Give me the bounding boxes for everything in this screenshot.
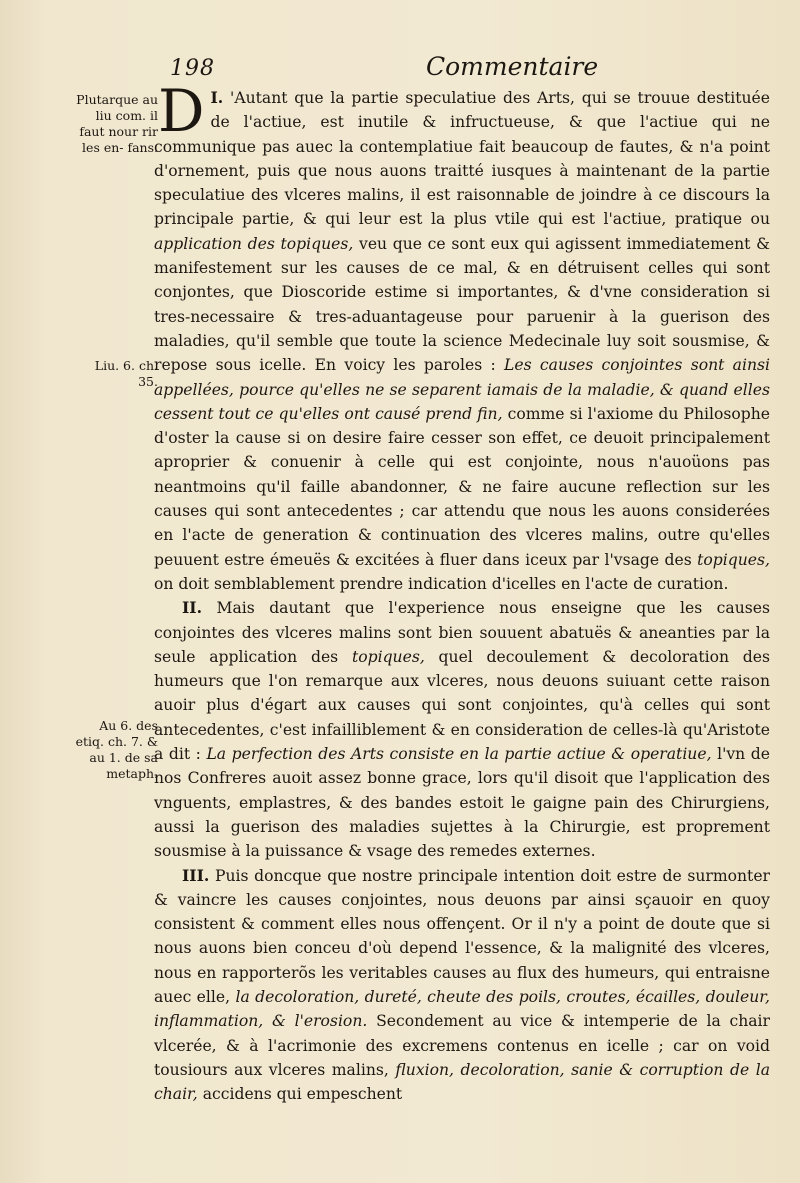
paragraph-number: III. <box>182 865 210 885</box>
paragraph-text: quel decoulement & decoloration des humeurs que l'on remarque aux vlceres, nous deuons suiuant cette raison auoir plus d'égart aux causes qui sont conjointes, qu'à celles qui sont antecedentes, c'est infailliblement & en consideration de celles-là qu'Aristote a dit : <box>154 647 770 764</box>
paragraph-text: veu que ce sont eux qui agissent immediatement & manifestement sur les causes de ce mal, & en détruisent celles qui sont conjontes, que Dioscoride estime si importantes, & d'vne consideration si tres-necessaire & tres-aduantageuse pour paruenir à la guerison des maladies, qu'il semble que toute la science Medecinale luy soit sousmise, & repose sous icelle. En voicy les paroles : <box>154 234 770 375</box>
italic-quote: La perfection des Arts consiste en la partie actiue & operatiue, <box>206 745 712 764</box>
paragraph-text: accidens qui empeschent <box>197 1085 403 1104</box>
paragraph-text: comme si l'axiome du Philosophe d'oster la cause si on desire faire cesser son effet, ce deuoit principalement aproprier & conuenir à celle qui est conjointe, nous n'auoüons pas neantmoins qu'il faille abandonner, & ne faire aucune reflection sur les causes qui sont antecedentes ; car attendu que nous les auons considerées en l'acte de generation & continuation des vlceres malins, outre qu'elles peuuent estre émeuës & excitées à fluer dans iceux par l'vsage des <box>154 404 770 569</box>
margin-note-plutarque: Plutarque au liu com. il faut nour rir les en- fans. <box>76 92 158 155</box>
italic-text: topiques, <box>697 550 770 569</box>
paragraph-2 <box>154 596 770 863</box>
italic-text: topiques, <box>351 647 425 666</box>
paragraph-text: on doit semblablement prendre indication d'icelles en l'acte de curation. <box>154 574 729 593</box>
italic-text: fluxion, decoloration, sanie & corruption de la chair, <box>154 1060 770 1104</box>
italic-text: application des topiques, <box>154 234 354 253</box>
paragraph-number: II. <box>182 598 203 618</box>
paragraph-text: 'Autant que la partie speculatiue des Arts, qui se trouue destituée de l'actiue, est inutile & infructueuse, & que l'actiue qui ne communique pas auec la contemplatiue fait beaucoup de fautes, & n'a point d'ornement, puis que nous auons traitté iusques à maintenant de la partie speculatiue des vlceres malins, il est raisonnable de joindre à ce discours la principale partie, & qui leur est la plus vtile qui est l'actiue, pratique ou <box>154 89 770 229</box>
drop-cap: D <box>158 77 205 145</box>
running-title: Commentaire <box>426 52 599 81</box>
paragraph-text: Puis doncque que nostre principale intention doit estre de surmonter & vaincre les causes conjointes, nous deuons par ainsi sçauoir en quoy consistent & comment elles nous offençent. Or il n'y a point de doute que si nous auons bien conceu d'où depend l'essence, & la malignité des vlceres, nous en rapporterõs les veritables causes au flux des humeurs, qui entraisne auec elle, <box>154 866 770 1006</box>
margin-note-livre: Liu. 6. ch. 35. <box>94 358 158 389</box>
paragraph-number: I. <box>210 88 224 107</box>
italic-quote: Les causes conjointes sont ainsi appellées, pource qu'elles ne se separent iamais de la maladie, & quand elles cessent tout ce qu'elles ont causé prend fin, <box>154 356 770 423</box>
body-text <box>154 77 771 1106</box>
paragraph-text: Mais dautant que l'experience nous enseigne que les causes conjointes des vlceres malins sont bien souuent abatuës & aneanties par la seule application des <box>154 599 770 666</box>
paragraph-text: Secondement au vice & intemperie de la chair vlcerée, & à l'acrimonie des excremens contenus en icelle ; car on void tousiours aux vlceres malins, <box>154 1012 770 1079</box>
paragraph-text: l'vn de nos Confreres auoit assez bonne grace, lors qu'il disoit que l'application des vnguents, emplastres, & des bandes estoit le gaigne pain des Chirurgiens, aussi la guerison des maladies sujettes à la Chirurgie, est proprement sousmise à la puissance & vsage des remedes externes. <box>154 745 770 861</box>
paragraph-3 <box>154 864 770 1107</box>
paragraph-1 <box>154 77 770 596</box>
italic-text: la decoloration, dureté, cheute des poils, croutes, écailles, douleur, inflammation, & l'erosion. <box>154 987 771 1031</box>
page-number: 198 <box>170 56 215 81</box>
margin-note-aristote: Au 6. des etiq. ch. 7. & au 1. de sa metaph. <box>75 718 158 781</box>
